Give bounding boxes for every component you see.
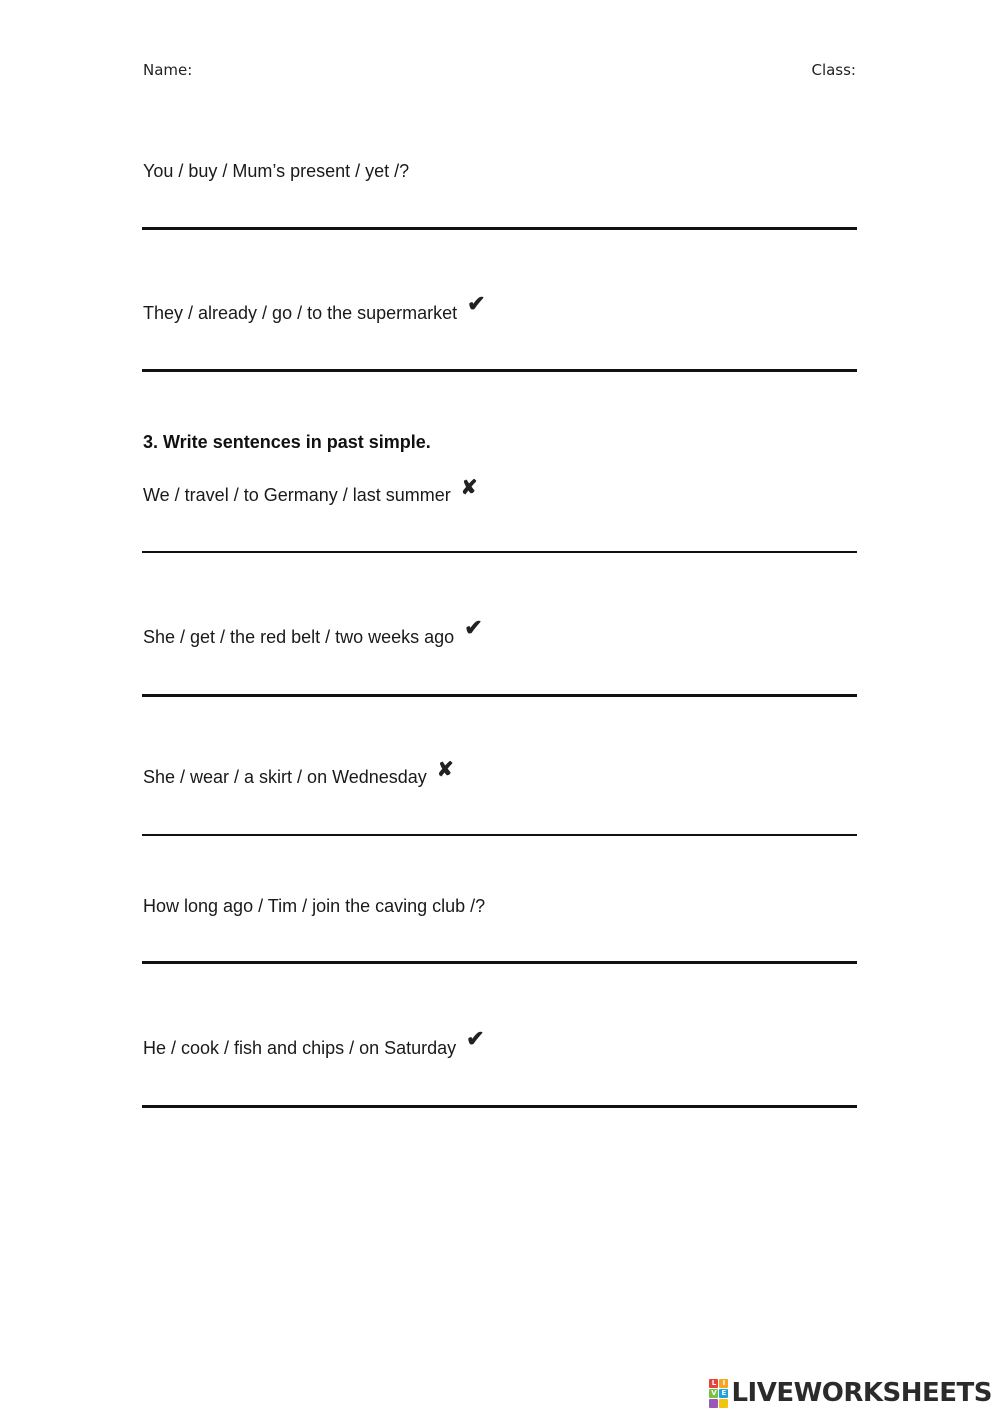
prompt-text: They / already / go / to the supermarket [143, 303, 458, 323]
answer-line-4[interactable] [142, 694, 857, 697]
cross-icon: ✘ [460, 477, 478, 499]
name-label: Name: [143, 61, 193, 79]
check-icon: ✔ [464, 615, 483, 640]
answer-line-1[interactable] [142, 227, 857, 230]
answer-line-3[interactable] [142, 551, 857, 553]
prompt-2 [143, 291, 486, 329]
logo-grid-icon: L I V E [709, 1379, 728, 1408]
class-label: Class: [811, 61, 856, 79]
prompt-6 [143, 896, 485, 917]
prompt-4 [143, 615, 483, 653]
prompt-text: He / cook / fish and chips / on Saturday [143, 1038, 457, 1058]
prompt-7 [143, 1026, 485, 1064]
section-heading: 3. Write sentences in past simple. [143, 432, 431, 452]
cross-icon: ✘ [436, 759, 454, 781]
check-icon: ✔ [466, 1026, 485, 1051]
prompt-5 [143, 759, 454, 792]
liveworksheets-logo [709, 1378, 992, 1408]
check-icon: ✔ [467, 291, 486, 316]
answer-line-5[interactable] [142, 834, 857, 836]
prompt-1 [143, 161, 409, 182]
prompt-text: She / wear / a skirt / on Wednesday [143, 767, 427, 787]
prompt-text: She / get / the red belt / two weeks ago [143, 627, 455, 647]
prompt-text: How long ago / Tim / join the caving club /? [143, 896, 486, 916]
logo-text: LIVEWORKSHEETS [731, 1378, 992, 1408]
answer-line-6[interactable] [142, 961, 857, 964]
prompt-3 [143, 477, 478, 510]
prompt-text: We / travel / to Germany / last summer [143, 485, 451, 505]
prompt-text: You / buy / Mum’s present / yet /? [143, 161, 410, 181]
answer-line-2[interactable] [142, 369, 857, 372]
answer-line-7[interactable] [142, 1105, 857, 1108]
